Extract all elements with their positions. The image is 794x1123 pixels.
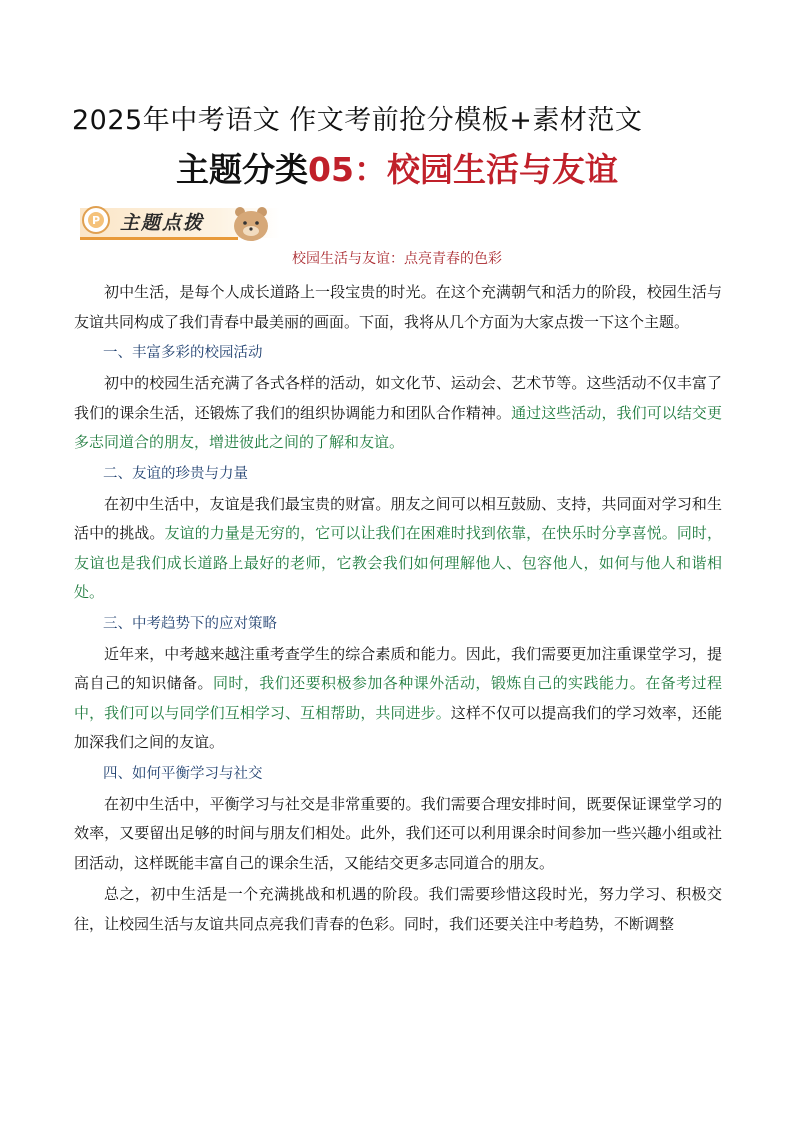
topic-title-number: 05： — [308, 150, 387, 189]
badge-label: 主题点拨 — [120, 212, 205, 234]
topic-title — [0, 144, 794, 191]
bear-icon — [234, 207, 268, 241]
section-paragraph-3 — [74, 640, 722, 758]
article-subtitle: 校园生活与友谊：点亮青春的色彩 — [292, 251, 502, 267]
conclusion-paragraph: 总之，初中生活是一个充满挑战和机遇的阶段。我们需要珍惜这段时光，努力学习、积极交往，让校园生活与友谊共同点亮我们青春的色彩。同时，我们还要关注中考趋势，不断调整 — [74, 885, 722, 933]
section-text-4: 在初中生活中，平衡学习与社交是非常重要的。我们需要合理安排时间，既要保证课堂学习的效率，又要留出足够的时间与朋友们相处。此外，我们还可以利用课余时间参加一些兴趣小组或社团活动，这样既能丰富自己的课余生活，又能结交更多志同道合的朋友。 — [74, 794, 722, 872]
section-paragraph-4 — [74, 790, 722, 879]
section-text-3: 近年来，中考越来越注重考查学生的综合素质和能力。因此，我们需要更加注重课堂学习，提高自己的知识储备。 — [74, 644, 722, 692]
section-paragraph-2 — [74, 490, 722, 608]
section-badge — [74, 202, 296, 242]
document-title: 2025年中考语文 作文考前抢分模板+素材范文 — [72, 105, 643, 136]
topic-title-text: 校园生活与友谊 — [386, 150, 618, 189]
section-heading-4: 四、如何平衡学习与社交 — [103, 765, 263, 782]
section-heading-1: 一、丰富多彩的校园活动 — [103, 345, 263, 361]
section-text-1: 初中的校园生活充满了各式各样的活动，如文化节、运动会、艺术节等。这些活动不仅丰富了我们的课余生活，还锻炼了我们的组织协调能力和团队合作精神。 — [74, 374, 722, 422]
section-paragraph-1 — [74, 369, 722, 458]
section-text-2: 在初中生活中，友谊是我们最宝贵的财富。朋友之间可以相互鼓励、支持，共同面对学习和生活中的挑战。 — [74, 494, 722, 542]
article-body — [74, 278, 722, 939]
section-tail-3: 这样不仅可以提高我们的学习效率，还能加深我们之间的友谊。 — [74, 703, 722, 751]
topic-title-prefix: 主题分类 — [176, 150, 309, 189]
section-highlight-2: 友谊的力量是无穷的，它可以让我们在困难时找到依靠，在快乐时分享喜悦。同时，友谊也是我们成长道路上最好的老师，它教会我们如何理解他人、包容他人，如何与他人和谐相处。 — [74, 524, 722, 601]
section-heading-3: 三、中考趋势下的应对策略 — [103, 615, 277, 632]
section-highlight-1: 通过这些活动，我们可以结交更多志同道合的朋友，增进彼此之间的了解和友谊。 — [74, 403, 722, 451]
section-heading-2: 二、友谊的珍贵与力量 — [103, 465, 248, 482]
svg-text:P: P — [92, 214, 101, 227]
section-highlight-3: 同时，我们还要积极参加各种课外活动，锻炼自己的实践能力。在备考过程中，我们可以与同学们互相学习、互相帮助，共同进步。 — [74, 674, 722, 722]
intro-paragraph: 初中生活，是每个人成长道路上一段宝贵的时光。在这个充满朝气和活力的阶段，校园生活与友谊共同构成了我们青春中最美丽的画面。下面，我将从几个方面为大家点拨一下这个主题。 — [74, 283, 722, 331]
